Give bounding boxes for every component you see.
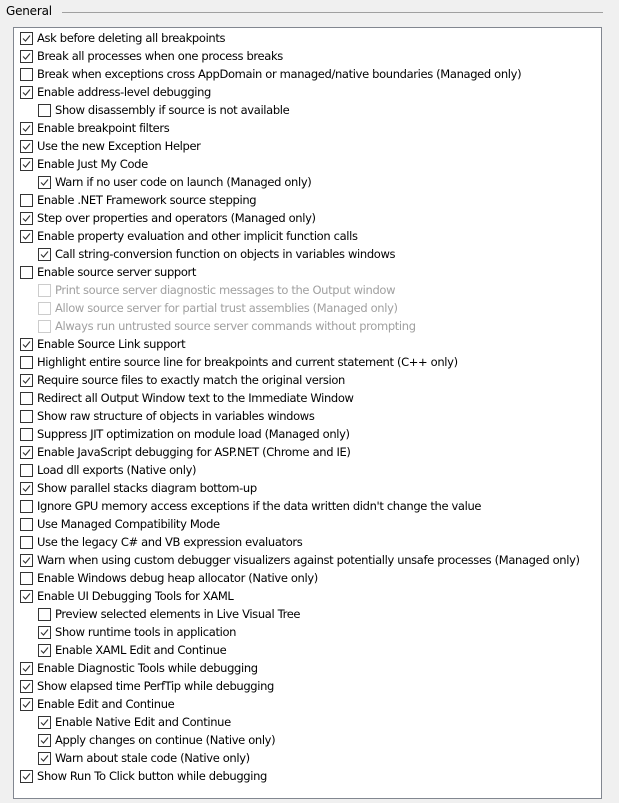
option-checkbox-row[interactable] — [38, 623, 236, 641]
option-checkbox-row[interactable] — [38, 713, 231, 731]
checkmark-icon — [39, 249, 50, 260]
option-label: Step over properties and operators (Managed only) — [37, 211, 316, 225]
option-checkbox-row[interactable] — [20, 209, 316, 227]
option-label: Enable XAML Edit and Continue — [55, 643, 227, 657]
option-checkbox-row[interactable] — [20, 443, 351, 461]
checkbox-unchecked[interactable] — [38, 608, 51, 621]
general-options-list — [13, 27, 602, 799]
checkbox-checked[interactable] — [20, 698, 33, 711]
option-label: Warn when using custom debugger visualizers against potentially unsafe processes (Managed only) — [37, 553, 580, 567]
checkbox-checked[interactable] — [20, 32, 33, 45]
checkbox-checked[interactable] — [38, 644, 51, 657]
checkbox-unchecked[interactable] — [20, 392, 33, 405]
checkmark-icon — [21, 681, 32, 692]
option-checkbox-row[interactable] — [38, 641, 226, 659]
option-label: Use the new Exception Helper — [37, 139, 201, 153]
group-title: General — [6, 4, 52, 18]
checkmark-icon — [21, 591, 32, 602]
option-checkbox-row[interactable] — [20, 371, 345, 389]
option-checkbox-row[interactable] — [38, 245, 395, 263]
option-label: Enable UI Debugging Tools for XAML — [37, 589, 234, 603]
checkbox-checked[interactable] — [20, 50, 33, 63]
option-checkbox-row[interactable] — [20, 335, 185, 353]
option-checkbox-row[interactable] — [20, 551, 580, 569]
checkbox-checked[interactable] — [20, 554, 33, 567]
option-checkbox-row — [38, 299, 398, 317]
option-checkbox-row — [38, 317, 416, 335]
option-label: Break all processes when one process breaks — [37, 49, 283, 63]
checkmark-icon — [21, 771, 32, 782]
option-label: Warn if no user code on launch (Managed only) — [55, 175, 312, 189]
checkbox-checked[interactable] — [20, 446, 33, 459]
option-label: Redirect all Output Window text to the Immediate Window — [37, 391, 354, 405]
checkbox-checked[interactable] — [20, 680, 33, 693]
checkbox-checked[interactable] — [20, 140, 33, 153]
option-label: Call string-conversion function on objects in variables windows — [55, 247, 396, 261]
option-checkbox-row[interactable] — [20, 47, 283, 65]
option-checkbox-row[interactable] — [20, 767, 267, 785]
option-label: Allow source server for partial trust assemblies (Managed only) — [55, 301, 398, 315]
checkbox-checked[interactable] — [38, 176, 51, 189]
option-checkbox-row[interactable] — [20, 137, 201, 155]
checkbox-checked[interactable] — [20, 662, 33, 675]
option-checkbox-row[interactable] — [20, 461, 196, 479]
option-checkbox-row[interactable] — [20, 569, 318, 587]
checkmark-icon — [39, 627, 50, 638]
option-label: Enable Edit and Continue — [37, 697, 175, 711]
checkbox-checked[interactable] — [20, 590, 33, 603]
option-checkbox-row[interactable] — [20, 155, 148, 173]
checkmark-icon — [21, 483, 32, 494]
option-checkbox-row[interactable] — [20, 191, 256, 209]
option-label: Require source files to exactly match the original version — [37, 373, 345, 387]
checkbox-checked[interactable] — [38, 734, 51, 747]
option-checkbox-row[interactable] — [38, 101, 289, 119]
option-label: Show elapsed time PerfTip while debugging — [37, 679, 274, 693]
checkmark-icon — [39, 753, 50, 764]
option-label: Print source server diagnostic messages to the Output window — [55, 283, 396, 297]
option-label: Enable Diagnostic Tools while debugging — [37, 661, 258, 675]
option-checkbox-row[interactable] — [20, 497, 481, 515]
option-label: Always run untrusted source server commands without prompting — [55, 319, 416, 333]
checkmark-icon — [21, 159, 32, 170]
option-checkbox-row[interactable] — [20, 659, 258, 677]
option-checkbox-row[interactable] — [20, 83, 211, 101]
option-label: Preview selected elements in Live Visual Tree — [55, 607, 301, 621]
checkbox-checked[interactable] — [38, 752, 51, 765]
option-checkbox-row[interactable] — [20, 533, 302, 551]
option-label: Enable Source Link support — [37, 337, 186, 351]
checkbox-unchecked[interactable] — [20, 428, 33, 441]
checkbox-checked[interactable] — [20, 482, 33, 495]
option-label: Show parallel stacks diagram bottom-up — [37, 481, 257, 495]
checkmark-icon — [21, 213, 32, 224]
checkmark-icon — [21, 339, 32, 350]
option-label: Warn about stale code (Native only) — [55, 751, 250, 765]
checkbox-unchecked[interactable] — [20, 68, 33, 81]
checkbox-unchecked[interactable] — [20, 536, 33, 549]
option-label: Use Managed Compatibility Mode — [37, 517, 220, 531]
option-checkbox-row[interactable] — [20, 515, 220, 533]
checkbox-checked[interactable] — [38, 248, 51, 261]
option-label: Suppress JIT optimization on module load (Managed only) — [37, 427, 350, 441]
option-checkbox-row[interactable] — [20, 353, 458, 371]
option-label: Enable .NET Framework source stepping — [37, 193, 257, 207]
checkbox-unchecked — [38, 302, 51, 315]
checkmark-icon — [21, 141, 32, 152]
option-label: Show disassembly if source is not available — [55, 103, 290, 117]
checkbox-unchecked[interactable] — [20, 572, 33, 585]
checkbox-unchecked[interactable] — [20, 356, 33, 369]
option-label: Highlight entire source line for breakpoints and current statement (C++ only) — [37, 355, 458, 369]
checkmark-icon — [21, 447, 32, 458]
option-label: Enable Native Edit and Continue — [55, 715, 231, 729]
option-checkbox-row[interactable] — [20, 119, 169, 137]
checkbox-unchecked[interactable] — [20, 266, 33, 279]
option-checkbox-row[interactable] — [38, 173, 311, 191]
option-checkbox-row[interactable] — [20, 407, 315, 425]
option-checkbox-row[interactable] — [20, 227, 358, 245]
checkbox-checked[interactable] — [38, 626, 51, 639]
checkmark-icon — [39, 735, 50, 746]
option-checkbox-row[interactable] — [20, 29, 225, 47]
checkbox-unchecked[interactable] — [20, 518, 33, 531]
option-checkbox-row[interactable] — [38, 731, 275, 749]
option-checkbox-row[interactable] — [20, 65, 521, 83]
checkmark-icon — [21, 555, 32, 566]
checkbox-unchecked — [38, 320, 51, 333]
option-label: Apply changes on continue (Native only) — [55, 733, 276, 747]
general-group-header — [0, 0, 619, 24]
checkmark-icon — [21, 699, 32, 710]
checkmark-icon — [21, 375, 32, 386]
checkmark-icon — [39, 645, 50, 656]
option-label: Load dll exports (Native only) — [37, 463, 197, 477]
checkmark-icon — [21, 51, 32, 62]
option-checkbox-row[interactable] — [20, 587, 233, 605]
checkbox-checked[interactable] — [20, 158, 33, 171]
option-checkbox-row[interactable] — [38, 605, 300, 623]
checkbox-checked[interactable] — [20, 770, 33, 783]
checkbox-checked[interactable] — [20, 230, 33, 243]
option-label: Enable property evaluation and other implicit function calls — [37, 229, 358, 243]
option-label: Enable breakpoint filters — [37, 121, 170, 135]
option-label: Enable Just My Code — [37, 157, 148, 171]
option-label: Enable JavaScript debugging for ASP.NET (Chrome and IE) — [37, 445, 351, 459]
checkmark-icon — [21, 663, 32, 674]
checkbox-checked[interactable] — [20, 374, 33, 387]
checkbox-checked[interactable] — [38, 716, 51, 729]
option-label: Enable source server support — [37, 265, 197, 279]
checkbox-checked[interactable] — [20, 86, 33, 99]
option-checkbox-row[interactable] — [38, 749, 250, 767]
option-checkbox-row[interactable] — [20, 425, 350, 443]
option-checkbox-row[interactable] — [20, 695, 174, 713]
option-label: Show runtime tools in application — [55, 625, 237, 639]
checkmark-icon — [39, 177, 50, 188]
checkmark-icon — [21, 33, 32, 44]
option-label: Use the legacy C# and VB expression evaluators — [37, 535, 303, 549]
option-checkbox-row — [38, 281, 395, 299]
checkbox-unchecked — [38, 284, 51, 297]
checkbox-unchecked[interactable] — [20, 500, 33, 513]
group-divider — [62, 12, 603, 13]
option-label: Enable Windows debug heap allocator (Native only) — [37, 571, 318, 585]
option-label: Enable address-level debugging — [37, 85, 212, 99]
option-label: Ask before deleting all breakpoints — [37, 31, 226, 45]
checkbox-checked[interactable] — [20, 122, 33, 135]
option-label: Ignore GPU memory access exceptions if the data written didn't change the value — [37, 499, 482, 513]
checkmark-icon — [21, 231, 32, 242]
checkbox-unchecked[interactable] — [38, 104, 51, 117]
checkbox-unchecked[interactable] — [20, 410, 33, 423]
option-checkbox-row[interactable] — [20, 677, 274, 695]
option-label: Show Run To Click button while debugging — [37, 769, 267, 783]
checkbox-checked[interactable] — [20, 212, 33, 225]
checkmark-icon — [21, 87, 32, 98]
checkmark-icon — [39, 717, 50, 728]
option-checkbox-row[interactable] — [20, 389, 354, 407]
option-checkbox-row[interactable] — [20, 263, 196, 281]
checkbox-unchecked[interactable] — [20, 464, 33, 477]
checkbox-checked[interactable] — [20, 338, 33, 351]
checkmark-icon — [21, 123, 32, 134]
option-label: Break when exceptions cross AppDomain or managed/native boundaries (Managed only) — [37, 67, 522, 81]
checkbox-unchecked[interactable] — [20, 194, 33, 207]
option-label: Show raw structure of objects in variables windows — [37, 409, 315, 423]
option-checkbox-row[interactable] — [20, 479, 257, 497]
